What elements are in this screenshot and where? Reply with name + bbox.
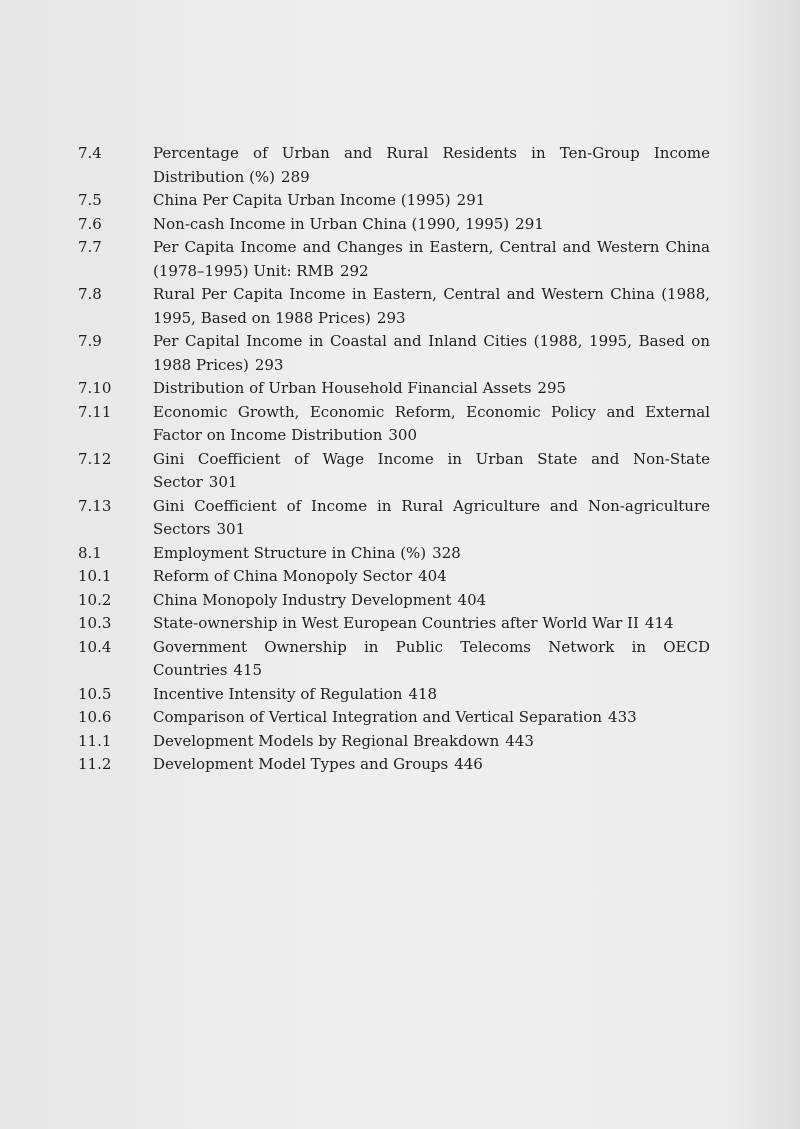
entry-page: 446 xyxy=(454,755,483,773)
entry-number: 8.1 xyxy=(78,543,102,562)
entry-number: 7.5 xyxy=(78,191,102,209)
entry-title: Reform of China Monopoly Sector xyxy=(153,567,413,585)
entry-title: China Monopoly Industry Development xyxy=(153,590,452,609)
entry-title-wrap xyxy=(153,542,710,566)
entry-title-wrap xyxy=(153,730,710,754)
list-item xyxy=(78,565,710,589)
entry-title-wrap xyxy=(153,330,710,377)
list-item xyxy=(78,330,710,377)
entry-title: Non-cash Income in Urban China (1990, 1995) xyxy=(153,214,510,233)
entry-page: 414 xyxy=(644,614,674,632)
entry-number: 10.6 xyxy=(78,708,112,726)
list-item xyxy=(78,683,710,707)
entry-page: 291 xyxy=(515,214,544,233)
entry-number: 7.7 xyxy=(78,238,102,256)
list-of-tables xyxy=(78,142,710,777)
entry-number: 7.9 xyxy=(78,332,102,350)
entry-title-wrap xyxy=(153,401,710,448)
entry-title: Gini Coefficient of Wage Income in Urban State and Non-State Sector xyxy=(153,449,710,491)
entry-page: 289 xyxy=(281,167,310,186)
entry-number: 10.5 xyxy=(78,684,112,703)
entry-page: 293 xyxy=(254,355,284,374)
entry-number: 11.2 xyxy=(78,755,112,773)
entry-number: 10.1 xyxy=(78,567,112,585)
entry-number: 10.4 xyxy=(78,637,112,656)
list-item xyxy=(78,189,710,213)
entry-title-wrap xyxy=(153,683,710,707)
entry-title-wrap xyxy=(153,213,710,237)
list-item xyxy=(78,589,710,613)
list-item xyxy=(78,542,710,566)
list-item xyxy=(78,753,710,777)
list-item xyxy=(78,377,710,401)
entry-number: 7.13 xyxy=(78,496,112,515)
list-item xyxy=(78,448,710,495)
entry-number: 10.3 xyxy=(78,614,112,632)
entry-title-wrap xyxy=(153,706,710,730)
entry-title: State-ownership in West European Countries after World War II xyxy=(153,614,639,632)
entry-number: 7.12 xyxy=(78,449,112,468)
entry-title-wrap xyxy=(153,612,710,636)
entry-title-wrap xyxy=(153,142,710,189)
entry-title-wrap xyxy=(153,189,710,213)
list-item xyxy=(78,636,710,683)
entry-number: 7.6 xyxy=(78,214,102,233)
list-item xyxy=(78,236,710,283)
entry-number: 7.10 xyxy=(78,379,112,397)
entry-title-wrap xyxy=(153,448,710,495)
entry-number: 11.1 xyxy=(78,731,112,750)
list-item xyxy=(78,283,710,330)
entry-title-wrap xyxy=(153,283,710,330)
entry-number: 7.4 xyxy=(78,144,102,162)
entry-title-wrap xyxy=(153,753,710,777)
entry-title: Development Model Types and Groups xyxy=(153,755,449,773)
entry-title-wrap xyxy=(153,589,710,613)
list-item xyxy=(78,401,710,448)
entry-title: Per Capital Income in Coastal and Inland Cities (1988, 1995, Based on 1988 Prices) xyxy=(153,332,710,374)
entry-title: Distribution of Urban Household Financial Assets xyxy=(153,379,532,397)
entry-page: 295 xyxy=(537,379,567,397)
list-item xyxy=(78,142,710,189)
list-item xyxy=(78,213,710,237)
entry-title: Development Models by Regional Breakdown xyxy=(153,731,500,750)
entry-title: Comparison of Vertical Integration and Vertical Separation xyxy=(153,708,603,726)
entry-page: 301 xyxy=(208,473,238,491)
entry-page: 291 xyxy=(456,191,486,209)
list-item xyxy=(78,612,710,636)
entry-title-wrap xyxy=(153,377,710,401)
entry-page: 301 xyxy=(216,520,246,538)
entry-page: 404 xyxy=(418,567,447,585)
entry-title: Rural Per Capita Income in Eastern, Central and Western China (1988, 1995, Based on 1988 Prices) xyxy=(153,285,710,327)
entry-title: Government Ownership in Public Telecoms Network in OECD Countries xyxy=(153,637,710,679)
entry-title: Employment Structure in China (%) xyxy=(153,543,427,562)
entry-number: 7.11 xyxy=(78,402,112,421)
entry-page: 418 xyxy=(408,684,438,703)
entry-page: 300 xyxy=(388,426,418,444)
entry-title: Per Capita Income and Changes in Eastern, Central and Western China (1978–1995) Unit: RMB xyxy=(153,238,710,280)
entry-title-wrap xyxy=(153,236,710,283)
list-item xyxy=(78,730,710,754)
entry-page: 292 xyxy=(339,261,369,280)
entry-page: 415 xyxy=(233,661,263,679)
entry-page: 443 xyxy=(505,731,534,750)
entry-title-wrap xyxy=(153,495,710,542)
list-item xyxy=(78,706,710,730)
entry-page: 433 xyxy=(608,708,637,726)
entry-title: Incentive Intensity of Regulation xyxy=(153,684,403,703)
entry-title-wrap xyxy=(153,636,710,683)
entry-title: Gini Coefficient of Income in Rural Agriculture and Non-agriculture Sectors xyxy=(153,496,710,538)
entry-number: 7.8 xyxy=(78,285,102,303)
entry-number: 10.2 xyxy=(78,590,112,609)
entry-title: Economic Growth, Economic Reform, Economic Policy and External Factor on Income Distribution xyxy=(153,402,710,444)
entry-page: 293 xyxy=(376,308,406,327)
entry-page: 328 xyxy=(432,543,461,562)
entry-title-wrap xyxy=(153,565,710,589)
list-item xyxy=(78,495,710,542)
entry-title: Percentage of Urban and Rural Residents in Ten-Group Income Distribution (%) xyxy=(153,144,710,186)
entry-title: China Per Capita Urban Income (1995) xyxy=(153,191,451,209)
entry-page: 404 xyxy=(457,590,487,609)
